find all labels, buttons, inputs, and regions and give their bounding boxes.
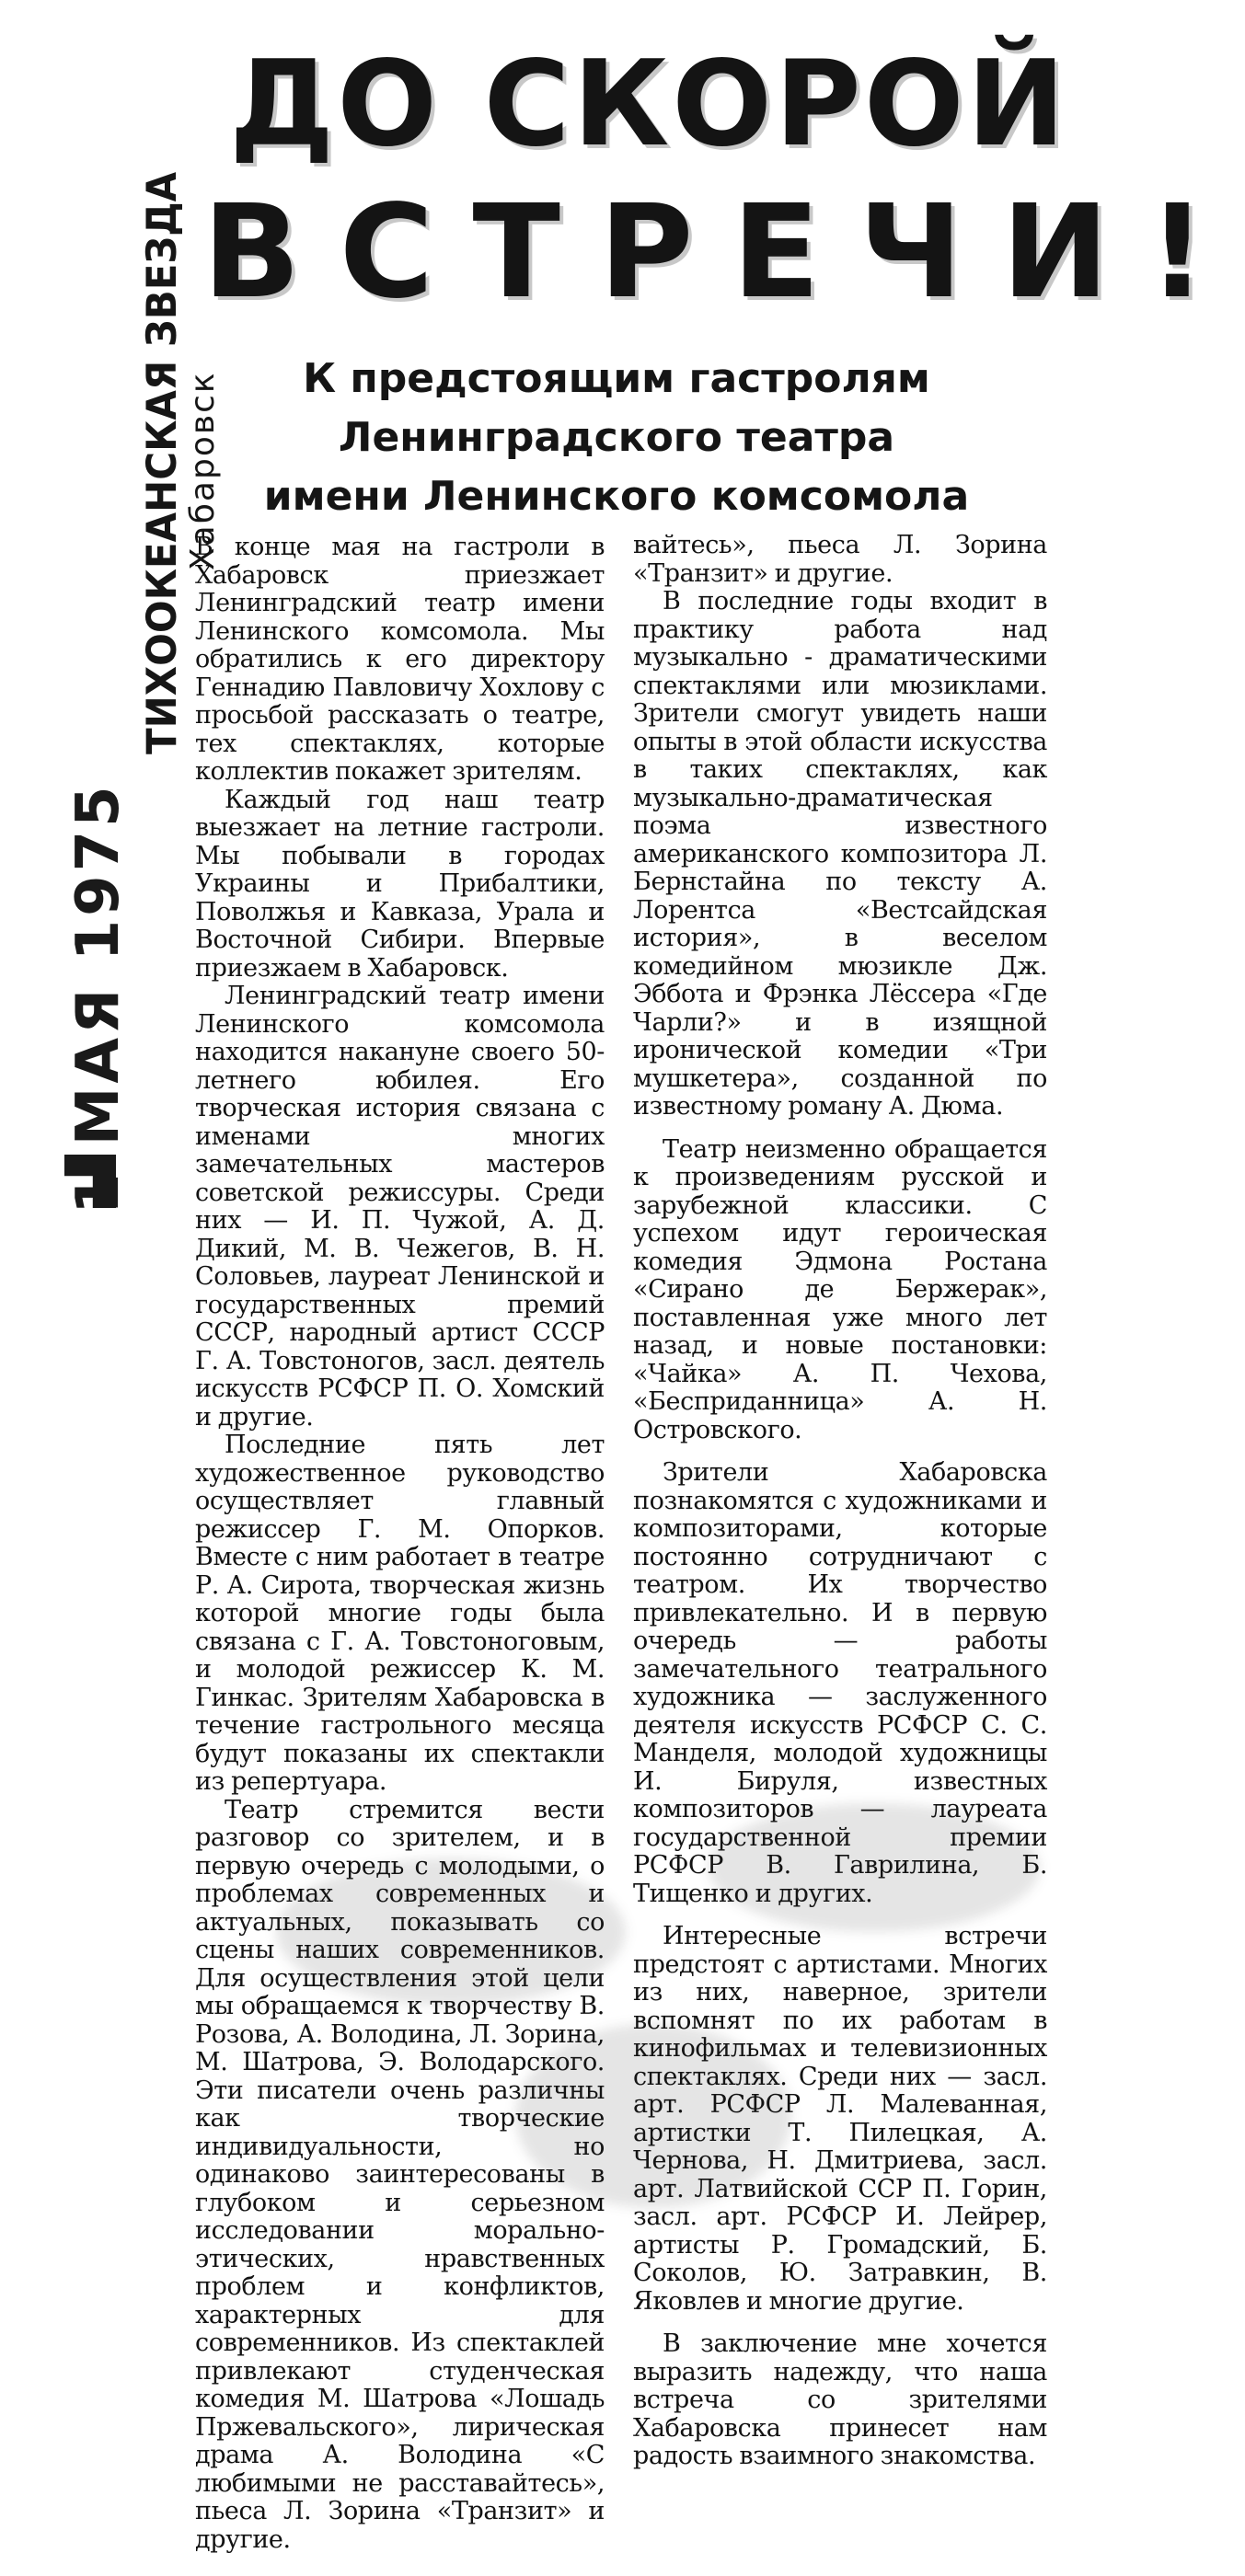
- article-paragraph: Интересные встречи предстоят с артистами. Многих из них, наверное, зрители вспомнят по их работам в кинофильмах и телевизионных спектаклях. Среди них — засл. арт. РСФСР Л. Малеванная, артистки Т. Пилецкая, А. Чернова, Н. Дмитриева, засл. арт. Латвийской ССР П. Горин, засл. арт. РСФСР И. Лейрер, артисты Р. Громадский, Б. Соколов, Ю. Затравкин, В. Яковлев и многие другие.: [633, 1922, 1047, 2316]
- issue-date-stamp: 1 МАЯ 1975: [64, 782, 133, 1214]
- newspaper-city: Хабаровск: [184, 371, 222, 570]
- article-paragraph: В заключение мне хочется выразить надежду, что наша встреча со зрителями Хабаровска принесет нам радость взаимного знакомства.: [633, 2329, 1047, 2470]
- article-column-left: [195, 533, 605, 2554]
- headline-line-2: ВСТРЕЧИ!: [202, 178, 1245, 328]
- article-paragraph: Каждый год наш театр выезжает на летние гастроли. Мы побывали в городах Украины и Прибалтики, Поволжья и Кавказа, Урала и Восточной Сибири. Впервые приезжаем в Хабаровск.: [195, 785, 605, 983]
- subheadline: [248, 350, 985, 526]
- article-column-right: [633, 532, 1047, 2519]
- article-paragraph: вайтесь», пьеса Л. Зорина «Транзит» и другие.: [633, 531, 1047, 588]
- subheadline-line-1: К предстоящим гастролям: [303, 355, 930, 402]
- article-paragraph: В конце мая на гастроли в Хабаровск приезжает Ленинградский театр имени Ленинского комсомола. Мы обратились к его директору Геннадию Павловичу Хохлову с просьбой рассказать о театре, тех спектаклях, которые коллектив покажет зрителям.: [195, 533, 605, 786]
- headline-line-1: ДО СКОРОЙ: [229, 36, 1068, 173]
- subheadline-line-2: Ленинградского театра: [338, 414, 895, 461]
- article-paragraph: Театр неизменно обращается к произведениям русской и зарубежной классики. С успехом идут героическая комедия Эдмона Ростана «Сирано де Бержерак», поставленная уже много лет назад, и новые постановки: «Чайка» А. П. Чехова, «Бесприданница» А. Н. Островского.: [633, 1134, 1047, 1444]
- newspaper-title: ТИХООКЕАНСКАЯ ЗВЕЗДА: [138, 171, 186, 754]
- article-paragraph: Театр стремится вести разговор со зрителем, и в первую очередь с молодыми, о проблемах современных и актуальных, показывать со сцены наших современников. Для осуществления этой цели мы обращаемся к творчеству В. Розова, А. Володина, Л. Зорина, М. Шатрова, Э. Володарского. Эти писатели очень различны как творческие индивидуальности, но одинаково заинтересованы в глубоком и серьезном исследовании морально-этических, нравственных проблем и конфликтов, характерных для современников. Из спектаклей привлекают студенческая комедия М. Шатрова «Лошадь Пржевальского», лирическая драма А. Володина «С любимыми не расставайтесь», пьеса Л. Зорина «Транзит» и другие.: [195, 1795, 605, 2554]
- article-paragraph: Ленинградский театр имени Ленинского комсомола находится накануне своего 50-летнего юбилея. Его творческая история связана с именами многих замечательных мастеров советской режиссуры. Среди них — И. П. Чужой, А. Д. Дикий, М. В. Чежегов, В. Н. Соловьев, лауреат Ленинской и государственных премий СССР, народный артист СССР Г. А. Товстоногов, засл. деятель искусств РСФСР П. О. Хомский и другие.: [195, 982, 605, 1432]
- article-paragraph: Последние пять лет художественное руководство осуществляет главный режиссер Г. М. Опорков. Вместе с ним работает в театре Р. А. Сирота, творческая жизнь которой многие годы была связана с Г. А. Товстоноговым, и молодой режиссер К. М. Гинкас. Зрителям Хабаровска в течение гастрольного месяца будут показаны их спектакли из репертуара.: [195, 1431, 605, 1796]
- article-paragraph: В последние годы входит в практику работа над музыкально - драматическими спектаклями или мюзиклами. Зрители смогут увидеть наши опыты в этой области искусства в таких спектаклях, как музыкально-драматическая поэма известного американского композитора Л. Бернстайна по тексту А. Лорентса «Вестсайдская история», в веселом комедийном мюзикле Дж. Эббота и Фрэнка Лёссера «Где Чарли?» и в изящной ироничеcкой комедии «Три мушкетера», созданной по известному роману А. Дюма.: [633, 587, 1047, 1121]
- subheadline-line-3: имени Ленинского комсомола: [263, 473, 970, 520]
- article-paragraph: Зрители Хабаровска познакомятся с художниками и композиторами, которые постоянно сотрудничают с театром. Их творчество привлекательно. И в первую очередь — работы замечательного театрального художника — заслуженного деятеля искусств РСФСР С. С. Манделя, молодой художницы И. Бируля, известных композиторов — лауреата государственной премии РСФСР В. Гаврилина, Б. Тищенко и других.: [633, 1458, 1047, 1908]
